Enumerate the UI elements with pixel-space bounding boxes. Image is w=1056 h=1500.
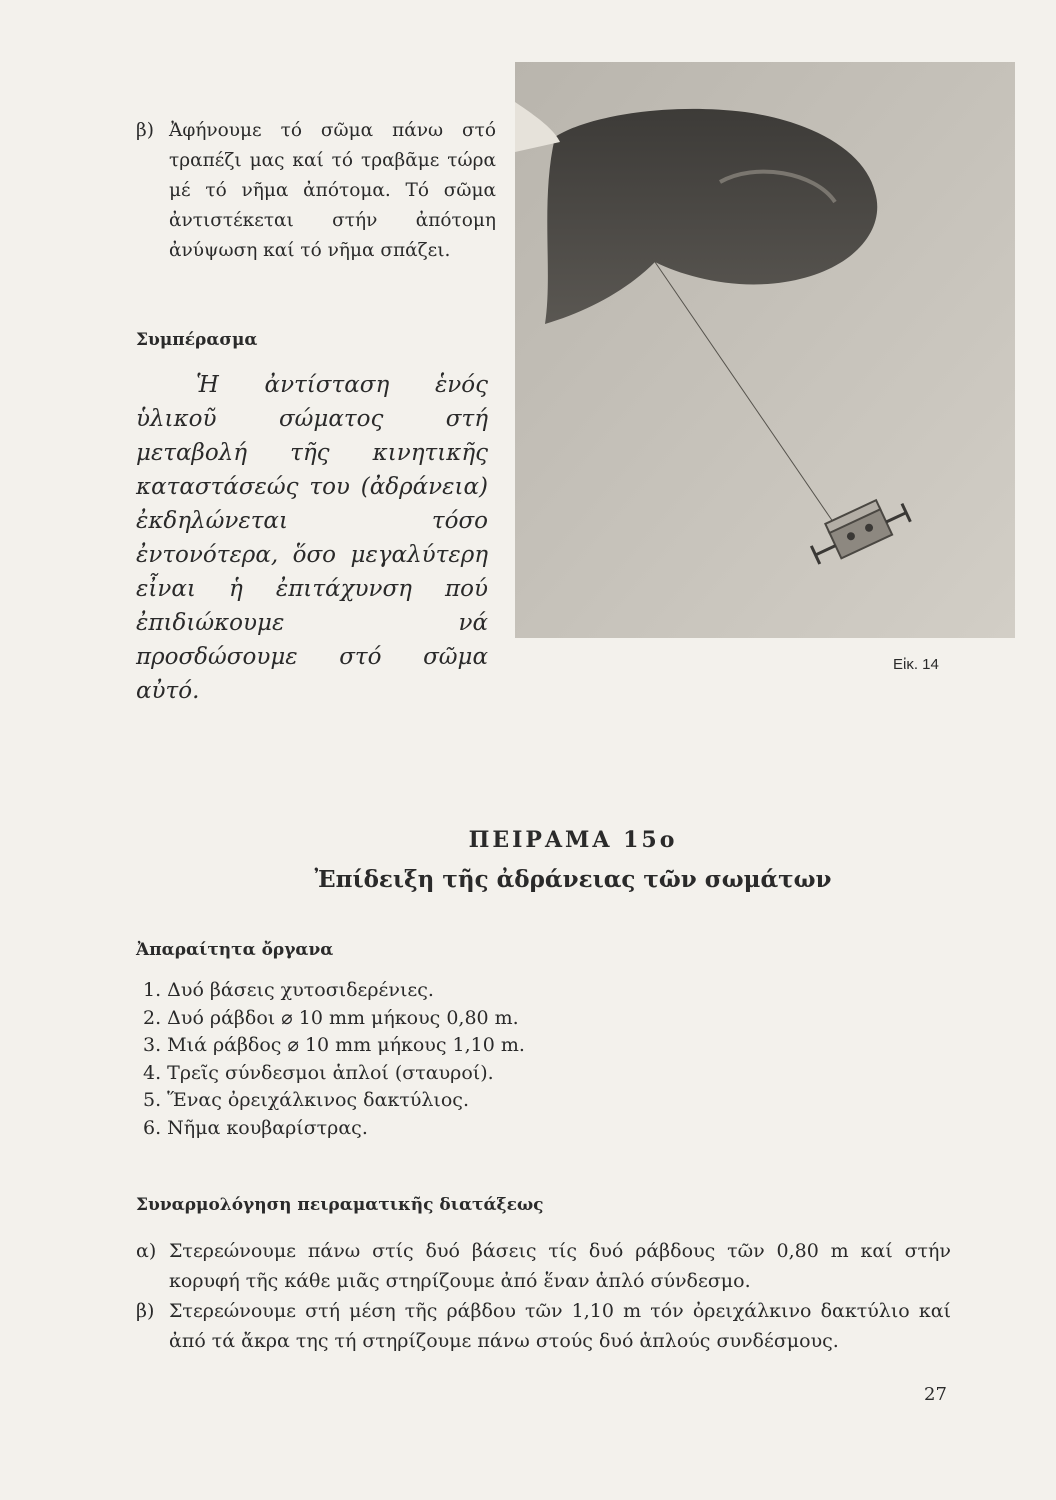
conclusion-text: Ἡ ἀντίσταση ἑνός ὑλικοῦ σώματος στή μεταβολή τῆς κινητικῆς καταστάσεώς του (ἀδράνεια) ἐκδηλώνεται τόσο ἐντονότερα, ὅσο μεγαλύτερη εἶναι ἡ ἐπιτάχυνση πού ἐπιδιώκουμε νά προσδώσουμε στό σῶμα αὐτό. — [136, 372, 488, 704]
list-item: 5. Ἕνας ὀρειχάλκινος δακτύλιος. — [143, 1089, 469, 1112]
assembly-heading: Συναρμολόγηση πειραματικῆς διατάξεως — [136, 1195, 544, 1215]
tools-heading: Ἀπαραίτητα ὄργανα — [136, 940, 334, 960]
step-marker: α) — [136, 1240, 157, 1262]
list-item: 6. Νῆμα κουβαρίστρας. — [143, 1116, 368, 1139]
list-item: 2. Δυό ράβδοι ⌀ 10 mm μήκους 0,80 m. — [143, 1006, 519, 1029]
step-b-top — [136, 116, 496, 266]
list-item: 1. Δυό βάσεις χυτοσιδερένιες. — [143, 979, 434, 1001]
assembly-step — [136, 1236, 951, 1296]
hand-and-weight-illustration — [515, 62, 1015, 638]
step-text: Στερεώνουμε πάνω στίς δυό βάσεις τίς δυό ράβδους τῶν 0,80 m καί στήν κορυφή τῆς κάθε μιᾶς στηρίζουμε ἀπό ἕναν ἁπλό σύνδεσμο. — [169, 1240, 951, 1292]
step-text: Στερεώνουμε στή μέση τῆς ράβδου τῶν 1,10 m τόν ὀρειχάλκινο δακτύλιο καί ἀπό τά ἄκρα της τή στηρίζουμε πάνω στούς δυό ἁπλούς συνδέσμους. — [169, 1300, 951, 1352]
assembly-steps — [136, 1236, 951, 1356]
page-number: 27 — [924, 1384, 947, 1405]
step-b-top-text: Ἀφήνουμε τό σῶμα πάνω στό τραπέζι μας καί τό τραβᾶμε τώρα μέ τό νῆμα ἀπότομα. Τό σῶμα ἀντιστέκεται στήν ἀπότομη ἀνύψωση καί τό νῆμα σπάζει. — [169, 120, 496, 261]
conclusion-heading: Συμπέρασμα — [136, 330, 258, 350]
figure-caption: Εἰκ. 14 — [893, 656, 939, 673]
experiment-title: ΠΕΙΡΑΜΑ 15ο — [468, 827, 678, 853]
list-item: 3. Μιά ράβδος ⌀ 10 mm μήκους 1,10 m. — [143, 1034, 525, 1057]
assembly-step — [136, 1296, 951, 1356]
figure-photo — [515, 62, 1015, 638]
experiment-subtitle: Ἐπίδειξη τῆς ἀδράνειας τῶν σωμάτων — [314, 866, 832, 893]
list-item: 4. Τρεῖς σύνδεσμοι ἁπλοί (σταυροί). — [143, 1061, 494, 1084]
tools-list — [143, 977, 525, 1143]
step-marker: β) — [136, 1300, 155, 1322]
step-b-top-marker: β) — [136, 120, 154, 141]
